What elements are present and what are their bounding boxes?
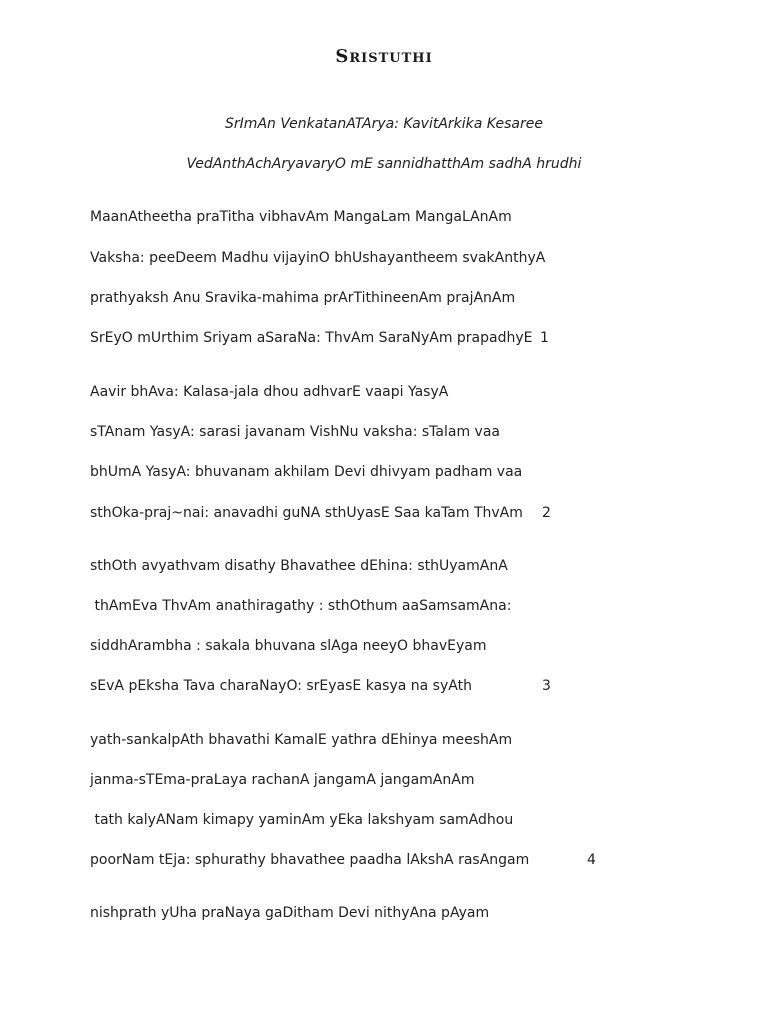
verse-line: prathyaksh Anu Sravika-mahima prArTithineenAm prajAnAm xyxy=(90,290,516,306)
verse-line: siddhArambha : sakala bhuvana slAga neeyO bhavEyam xyxy=(90,638,487,654)
verse-number: 1 xyxy=(540,330,549,346)
verse-line: bhUmA YasyA: bhuvanam akhilam Devi dhivyam padham vaa xyxy=(90,464,523,480)
verse-line: tath kalyANam kimapy yaminAm yEka lakshyam samAdhou xyxy=(90,812,514,828)
verse-line: sEvA pEksha Tava charaNayO: srEyasE kasya na syAth xyxy=(90,678,472,694)
verse-number: 2 xyxy=(542,505,551,521)
verse-line: Vaksha: peeDeem Madhu vijayinO bhUshayantheem svakAnthyA xyxy=(90,250,546,266)
verse-line: yath-sankalpAth bhavathi KamalE yathra dEhinya meeshAm xyxy=(90,732,513,748)
verse-line: poorNam tEja: sphurathy bhavathee paadha lAkshA rasAngam xyxy=(90,852,530,868)
verse-line: thAmEva ThvAm anathiragathy : sthOthum aaSamsamAna: xyxy=(90,598,512,614)
verse-line: MaanAtheetha praTitha vibhavAm MangaLam MangaLAnAm xyxy=(90,209,512,225)
verse-line: SrEyO mUrthim Sriyam aSaraNa: ThvAm SaraNyAm prapadhyE xyxy=(90,330,533,346)
verse-number: 4 xyxy=(587,852,596,868)
verse-line: sTAnam YasyA: sarasi javanam VishNu vaksha: sTalam vaa xyxy=(90,424,500,440)
verse-number: 3 xyxy=(542,678,551,694)
verse-line: nishprath yUha praNaya gaDitham Devi nithyAna pAyam xyxy=(90,905,490,921)
verse-line: janma-sTEma-praLaya rachanA jangamA jangamAnAm xyxy=(90,772,475,788)
verse-line: sthOka-praj~nai: anavadhi guNA sthUyasE Saa kaTam ThvAm xyxy=(90,505,523,521)
subtitle-line-2: VedAnthAchAryavaryO mE sannidhatthAm sadhA hrudhi xyxy=(186,156,582,172)
verse-line: sthOth avyathvam disathy Bhavathee dEhina: sthUyamAnA xyxy=(90,558,508,574)
verse-line: Aavir bhAva: Kalasa-jala dhou adhvarE vaapi YasyA xyxy=(90,384,449,400)
subtitle-line-1: SrImAn VenkatanATArya: KavitArkika Kesaree xyxy=(225,116,543,132)
document-title: Sristuthi xyxy=(335,46,433,67)
